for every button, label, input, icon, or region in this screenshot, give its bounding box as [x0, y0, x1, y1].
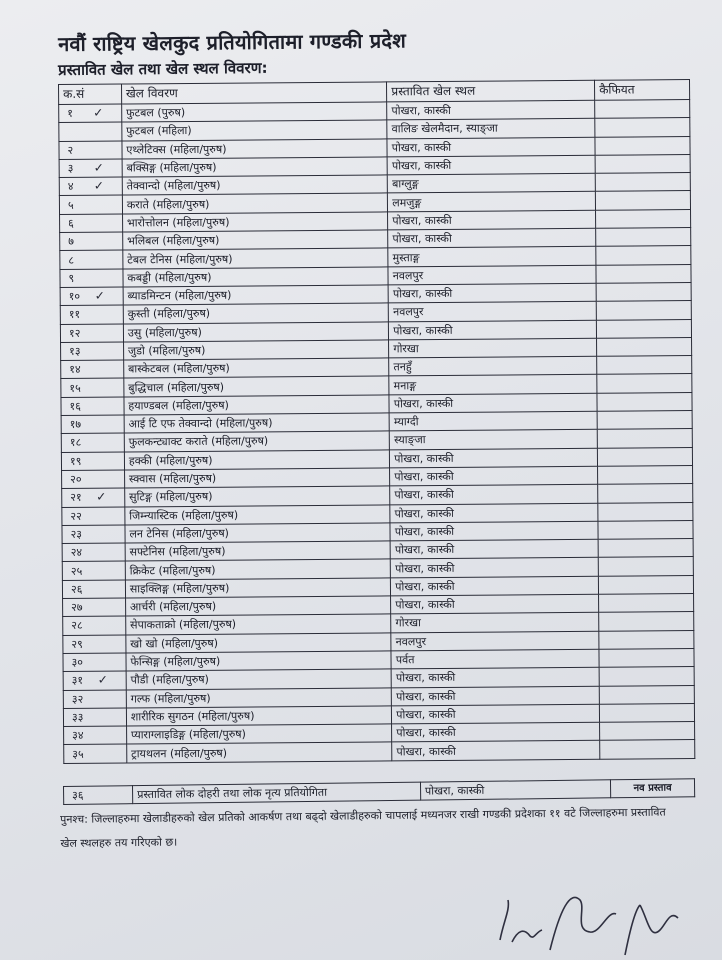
- row-remark: [595, 100, 690, 119]
- row-serial: [62, 580, 125, 599]
- row-serial: [62, 543, 125, 562]
- row-remark: [596, 246, 691, 265]
- venue-table: [58, 79, 695, 764]
- row-venue: पोखरा, कास्की: [387, 100, 595, 120]
- row-serial-text: १०: [68, 289, 81, 304]
- row-game: जुडो (महिला/पुरुष): [123, 340, 389, 360]
- row-serial-text: २६: [70, 582, 83, 596]
- row-venue: पोखरा, कास्की: [388, 210, 596, 230]
- row-game: बुद्धिचाल (महिला/पुरुष): [124, 376, 390, 396]
- row-venue: मनाङ्ग: [389, 375, 597, 395]
- row-venue: पोखरा, कास्की: [392, 722, 600, 742]
- row-serial: [63, 708, 126, 727]
- row-game: उसु (महिला/पुरुष): [123, 321, 389, 341]
- row-remark: [599, 667, 694, 686]
- row-game: खो खो (महिला/पुरुष): [126, 633, 392, 653]
- row-venue: पोखरा, कास्की: [387, 137, 595, 157]
- check-mark-icon: ✓: [94, 288, 105, 303]
- row-serial-text: १३: [69, 344, 81, 358]
- check-mark-icon: ✓: [97, 672, 108, 687]
- row-remark: [598, 557, 693, 576]
- row-game: क्रिकेट (महिला/पुरुष): [125, 559, 391, 579]
- row-game: प्याराग्लाइडिङ्ग (महिला/पुरुष): [126, 724, 392, 744]
- row-remark: [597, 447, 692, 466]
- row-serial: [61, 378, 124, 397]
- row-game: सेपाकताक्रो (महिला/पुरुष): [126, 614, 392, 634]
- new-proposal-label: नव प्रस्ताव: [611, 779, 695, 798]
- row-serial: [61, 360, 124, 379]
- row-game: स्क्वास (महिला/पुरुष): [124, 468, 390, 488]
- row-remark: [597, 374, 692, 393]
- row-serial: [63, 689, 126, 708]
- row-venue: पोखरा, कास्की: [391, 594, 599, 614]
- row-serial: [60, 324, 123, 343]
- row-venue: पोखरा, कास्की: [390, 521, 598, 541]
- row-venue: पोखरा, कास्की: [391, 667, 599, 687]
- row-remark: [599, 594, 694, 613]
- row-venue: पर्वत: [391, 649, 599, 669]
- row-serial-text: ३३: [71, 710, 84, 724]
- row-remark: [598, 502, 693, 521]
- row-serial-text: १८: [69, 436, 82, 450]
- row-venue: गोरखा: [391, 613, 599, 633]
- row-serial-text: १७: [69, 418, 82, 432]
- row-serial: [61, 397, 124, 416]
- row-serial-text: १४: [69, 363, 81, 377]
- row-venue: पोखरा, कास्की: [392, 686, 600, 706]
- row-serial: [60, 305, 123, 324]
- row-venue: पोखरा, कास्की: [391, 576, 599, 596]
- row-serial: [60, 232, 123, 251]
- row-serial: [59, 177, 122, 196]
- row-game: ट्रायथलन (महिला/पुरुष): [127, 742, 393, 762]
- row-serial: [59, 122, 122, 141]
- new-proposal-venue: पोखरा, कास्की: [420, 780, 610, 800]
- row-venue: स्याङ्‍जा: [390, 430, 598, 450]
- row-serial: [63, 635, 126, 654]
- row-venue: पोखरा, कास्की: [389, 393, 597, 413]
- row-venue: पोखरा, कास्की: [390, 485, 598, 505]
- row-remark: [596, 283, 691, 302]
- row-serial-text: ३: [67, 161, 74, 175]
- row-remark: [596, 228, 691, 247]
- row-serial: [63, 598, 126, 617]
- header-remark: कैफियत: [595, 80, 690, 101]
- row-game: बास्केटबल (महिला/पुरुष): [124, 358, 390, 378]
- row-serial-text: ६: [68, 216, 74, 230]
- row-remark: [597, 337, 692, 356]
- row-game: हयाण्डबल (महिला/पुरुष): [124, 395, 390, 415]
- row-venue: लमजुङ्ग: [388, 192, 596, 212]
- row-game: शारीरिक सुगठन (महिला/पुरुष): [126, 706, 392, 726]
- row-venue: तनहुँ: [389, 356, 597, 376]
- row-venue: वालिङ खेलमैदान, स्याङ्‍जा: [387, 119, 595, 139]
- row-serial-text: ३४: [72, 729, 84, 743]
- row-serial-text: २४: [70, 546, 83, 560]
- row-serial-text: ३०: [71, 655, 84, 669]
- row-remark: [598, 520, 693, 539]
- row-game: एथ्लेटिक्स (महिला/पुरुष): [122, 139, 388, 159]
- row-serial-text: ३५: [72, 747, 84, 761]
- row-venue: गोरखा: [389, 338, 597, 358]
- row-serial-text: २९: [71, 637, 83, 651]
- row-game: आर्चरी (महिला/पुरुष): [125, 596, 391, 616]
- row-remark: [600, 740, 695, 759]
- footnote: पुनश्च: जिल्लाहरुमा खेलाडीहरुको खेल प्रतिको आकर्षण तथा बढ्दो खेलाडीहरुको चापलाई मध्यनजर राखी गण्डकी प्रदेशका ११ वटे जिल्लाहरुमा प्रस्तावित खेल स्थलहरु तय गरिएको छ।: [60, 805, 666, 850]
- row-venue: नवलपुर: [391, 631, 599, 651]
- row-game: आई टि एफ तेक्वान्दो (महिला/पुरुष): [124, 413, 390, 433]
- row-serial-text: ७: [68, 235, 75, 249]
- row-venue: पोखरा, कास्की: [390, 503, 598, 523]
- row-remark: [599, 630, 694, 649]
- row-remark: [595, 154, 690, 173]
- row-serial: [60, 269, 123, 288]
- row-serial-text: ५: [67, 198, 74, 212]
- row-serial-text: ३२: [71, 692, 84, 706]
- row-serial-text: ९: [68, 271, 75, 285]
- row-game: फुटबल (पुरुष): [122, 102, 388, 122]
- check-mark-icon: ✓: [93, 160, 104, 175]
- row-serial-text: १: [67, 107, 74, 121]
- row-serial: [61, 452, 124, 471]
- row-game: कराते (महिला/पुरुष): [122, 193, 388, 213]
- row-venue: नवलपुर: [388, 265, 596, 285]
- row-serial: [59, 104, 122, 123]
- row-serial: [62, 470, 125, 489]
- row-game: कुस्ती (महिला/पुरुष): [123, 303, 389, 323]
- row-serial-text: ८: [68, 253, 75, 267]
- row-remark: [597, 356, 692, 375]
- row-venue: पोखरा, कास्की: [391, 558, 599, 578]
- row-remark: [598, 575, 693, 594]
- row-serial-text: २: [67, 143, 74, 157]
- row-venue: नवलपुर: [388, 302, 596, 322]
- row-serial: [63, 671, 126, 690]
- row-serial: [62, 525, 125, 544]
- row-game: भारोत्तोलन (महिला/पुरुष): [122, 212, 388, 232]
- row-remark: [599, 685, 694, 704]
- row-remark: [597, 392, 692, 411]
- row-remark: [595, 191, 690, 210]
- row-serial-text: २०: [70, 472, 82, 486]
- row-game: तेक्वान्दो (महिला/पुरुष): [122, 175, 388, 195]
- row-serial-text: २७: [71, 600, 83, 615]
- row-game: सुटिङ्ग (महिला/पुरुष): [125, 486, 391, 506]
- row-game: साइक्लिङ्ग (महिला/पुरुष): [125, 578, 391, 598]
- row-serial: [59, 141, 122, 160]
- check-mark-icon: ✓: [93, 178, 104, 193]
- row-remark: [596, 264, 691, 283]
- row-serial-text: १९: [69, 454, 82, 468]
- row-serial: [64, 744, 127, 763]
- header-venue: प्रस्तावित खेल स्थल: [387, 80, 595, 102]
- row-game: हक्की (महिला/पुरुष): [124, 450, 390, 470]
- row-remark: [599, 703, 694, 722]
- row-game: फुलकन्ट्याक्ट कराते (महिला/पुरुष): [124, 431, 390, 451]
- row-game: फुटबल (महिला): [122, 120, 388, 140]
- row-venue: पोखरा, कास्की: [388, 228, 596, 248]
- row-serial: [62, 507, 125, 526]
- row-remark: [599, 648, 694, 667]
- row-serial: [61, 342, 124, 361]
- row-serial: [60, 250, 123, 269]
- row-remark: [598, 484, 693, 503]
- row-serial: [63, 653, 126, 672]
- row-serial: [60, 287, 123, 306]
- row-serial-text: २३: [70, 527, 83, 541]
- row-serial: [61, 433, 124, 452]
- row-serial: [64, 726, 127, 745]
- row-serial-text: २१: [70, 491, 82, 505]
- row-venue: पोखरा, कास्की: [388, 283, 596, 303]
- row-venue: म्याग्दी: [389, 411, 597, 431]
- row-remark: [595, 118, 690, 137]
- row-serial-text: ११: [68, 308, 81, 322]
- row-serial: [60, 214, 123, 233]
- row-venue: पोखरा, कास्की: [387, 155, 595, 175]
- row-remark: [597, 411, 692, 430]
- row-game: फेन्सिङ्ग (महिला/पुरुष): [126, 651, 392, 671]
- check-mark-icon: ✓: [96, 489, 107, 504]
- row-remark: [595, 136, 690, 155]
- row-venue: बाग्लुङ्ग: [387, 173, 595, 193]
- document-subtitle: प्रस्तावित खेल तथा खेल स्थल विवरण:: [58, 58, 268, 79]
- row-game: टेबल टेनिस (महिला/पुरुष): [123, 248, 389, 268]
- row-game: कबड्डी (महिला/पुरुष): [123, 267, 389, 287]
- row-venue: मुस्ताङ्ग: [388, 247, 596, 267]
- row-serial-text: १५: [69, 381, 81, 395]
- row-venue: पोखरा, कास्की: [389, 320, 597, 340]
- row-remark: [597, 429, 692, 448]
- table-body: [59, 100, 695, 764]
- row-serial: [59, 159, 122, 178]
- row-remark: [596, 209, 691, 228]
- handwritten-signature: [490, 870, 690, 960]
- row-remark: [598, 465, 693, 484]
- row-remark: [595, 173, 690, 192]
- row-venue: पोखरा, कास्की: [390, 539, 598, 559]
- check-mark-icon: ✓: [93, 105, 104, 120]
- row-game: बक्सिङ्ग (महिला/पुरुष): [122, 157, 388, 177]
- row-game: गल्फ (महिला/पुरुष): [126, 687, 392, 707]
- row-serial-text: २८: [71, 619, 83, 633]
- row-serial-text: २२: [70, 509, 82, 523]
- row-serial-text: २५: [70, 564, 83, 578]
- header-serial: क.सं: [59, 84, 122, 104]
- row-serial-text: ४: [67, 180, 74, 194]
- row-serial-text: १२: [68, 326, 81, 340]
- row-game: जिम्न्यास्टिक (महिला/पुरुष): [125, 504, 391, 524]
- header-game: खेल विवरण: [121, 82, 387, 104]
- row-venue: पोखरा, कास्की: [392, 704, 600, 724]
- row-remark: [599, 612, 694, 631]
- new-proposal-game: प्रस्तावित लोक दोहरी तथा लोक नृत्य प्रतियोगिता: [133, 782, 421, 804]
- row-serial: [62, 561, 125, 580]
- row-game: लन टेनिस (महिला/पुरुष): [125, 523, 391, 543]
- row-venue: पोखरा, कास्की: [390, 448, 598, 468]
- row-serial-text: १६: [69, 399, 82, 413]
- row-remark: [596, 301, 691, 320]
- venue-table-wrapper: [58, 79, 695, 764]
- row-remark: [598, 539, 693, 558]
- document-title: नवौं राष्ट्रिय खेलकुद प्रतियोगितामा गण्डकी प्रदेश: [58, 28, 407, 56]
- row-serial: [63, 616, 126, 635]
- row-venue: पोखरा, कास्की: [392, 741, 600, 761]
- row-remark: [600, 722, 695, 741]
- row-game: पौडी (महिला/पुरुष): [126, 669, 392, 689]
- row-venue: पोखरा, कास्की: [390, 466, 598, 486]
- row-game: सफ्टेनिस (महिला/पुरुष): [125, 541, 391, 561]
- row-game: भलिबल (महिला/पुरुष): [123, 230, 389, 250]
- row-serial: [61, 415, 124, 434]
- new-proposal-serial: ३६: [64, 786, 133, 805]
- row-serial: [59, 195, 122, 214]
- row-game: ब्याडमिन्टन (महिला/पुरुष): [123, 285, 389, 305]
- row-serial: [62, 488, 125, 507]
- row-remark: [596, 319, 691, 338]
- row-serial-text: ३१: [71, 674, 84, 688]
